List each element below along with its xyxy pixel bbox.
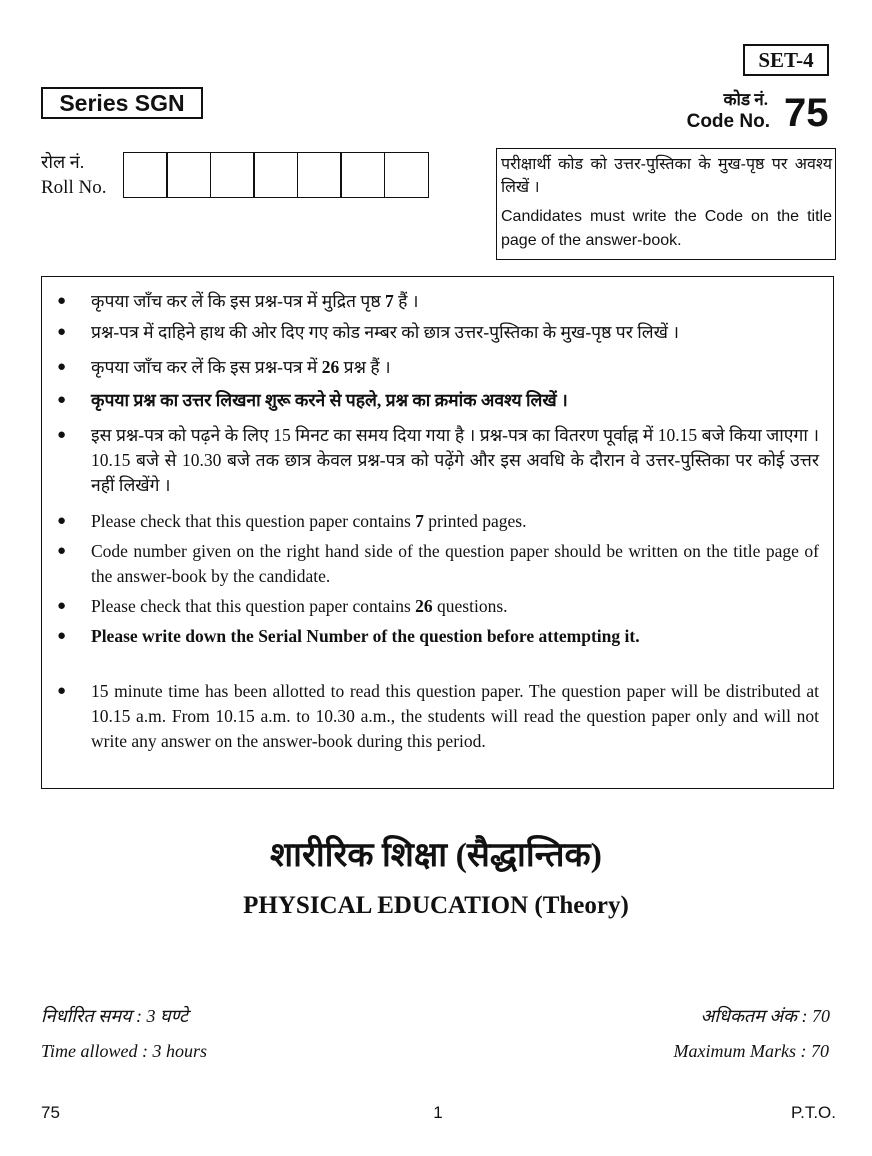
instruction-item: ● कृपया जाँच कर लें कि इस प्रश्न-पत्र में 26 प्रश्न हैं ।: [91, 355, 819, 380]
roll-digit-box[interactable]: [123, 152, 168, 198]
bullet-icon: ●: [57, 392, 67, 408]
footer-code: 75: [41, 1103, 60, 1122]
bullet-icon: ●: [57, 628, 67, 644]
bullet-icon: ●: [57, 683, 67, 699]
instruction-item: ● कृपया प्रश्न का उत्तर लिखना शुरू करने से पहले, प्रश्न का क्रमांक अवश्य लिखें ।: [91, 388, 819, 413]
roll-number-boxes[interactable]: [124, 152, 429, 198]
bullet-icon: ●: [57, 598, 67, 614]
instruction-item: ● Please check that this question paper contains 7 printed pages.: [91, 509, 819, 534]
instruction-item: ● Please write down the Serial Number of the question before attempting it.: [91, 624, 819, 649]
bullet-icon: ●: [57, 324, 67, 340]
code-label-hindi: कोड नं.: [723, 90, 768, 109]
bullet-icon: ●: [57, 427, 67, 443]
maximum-marks: Maximum Marks : 70: [673, 1041, 829, 1061]
instruction-item: ● Code number given on the right hand side of the question paper should be written on the title page of the answer-book by the candidate.: [57, 541, 819, 586]
time-allowed: Time allowed : 3 hours: [41, 1041, 208, 1061]
roll-digit-box[interactable]: [253, 152, 298, 198]
instruction-item: ● Please check that this question paper contains 26 questions.: [91, 594, 819, 619]
bullet-icon: ●: [57, 293, 67, 309]
maximum-marks-hindi: अधिकतम अंक : 70: [700, 1006, 830, 1026]
roll-label: Roll No.: [41, 177, 107, 198]
series-label: Series SGN: [41, 87, 203, 119]
code-label: Code No.: [686, 111, 770, 132]
subject-title: PHYSICAL EDUCATION (Theory): [243, 892, 629, 919]
candidate-note-english: Candidates must write the Code on the title page of the answer-book.: [501, 208, 832, 249]
page-number: 1: [433, 1103, 443, 1122]
please-turn-over: P.T.O.: [790, 1103, 836, 1122]
time-allowed-hindi: निर्धारित समय : 3 घण्टे: [41, 1006, 189, 1026]
instruction-item: ● इस प्रश्न-पत्र को पढ़ने के लिए 15 मिनट का समय दिया गया है । प्रश्न-पत्र का वितरण पूर्वाह्न में 10.15 बजे किया जाएगा । 10.15 बजे से 10.30 बजे तक छात्र केवल प्रश्न-पत्र को पढ़ेंगे और इस अवधि के दौरान वे उत्तर-पुस्तिका पर कोई उत्तर नहीं लिखेंगे ।: [57, 425, 819, 495]
subject-title-hindi: शारीरिक शिक्षा (सैद्धान्तिक): [270, 837, 602, 874]
bullet-icon: ●: [57, 543, 67, 559]
bullet-icon: ●: [57, 359, 67, 375]
roll-digit-box[interactable]: [166, 152, 211, 198]
roll-label-hindi: रोल नं.: [41, 152, 85, 172]
set-label: SET-4: [743, 44, 829, 76]
candidate-note-box: [496, 148, 836, 260]
bullet-icon: ●: [57, 513, 67, 529]
roll-digit-box[interactable]: [384, 152, 429, 198]
instruction-item: ● प्रश्न-पत्र में दाहिने हाथ की ओर दिए गए कोड नम्बर को छात्र उत्तर-पुस्तिका के मुख-पृष्ठ पर लिखें ।: [91, 320, 819, 345]
instruction-item: ● कृपया जाँच कर लें कि इस प्रश्न-पत्र में मुद्रित पृष्ठ 7 हैं ।: [91, 289, 819, 314]
roll-digit-box[interactable]: [210, 152, 255, 198]
instruction-item: ● 15 minute time has been allotted to read this question paper. The question paper will be distributed at 10.15 a.m. From 10.15 a.m. to 10.30 a.m., the students will read the question paper only and will not write any answer on the answer-book during this period.: [57, 681, 819, 751]
roll-digit-box[interactable]: [340, 152, 385, 198]
instructions-box: [41, 276, 834, 789]
code-number: 75: [784, 91, 829, 135]
roll-digit-box[interactable]: [297, 152, 342, 198]
candidate-note-hindi: परीक्षार्थी कोड को उत्तर-पुस्तिका के मुख-पृष्ठ पर अवश्य लिखें ।: [501, 156, 832, 196]
